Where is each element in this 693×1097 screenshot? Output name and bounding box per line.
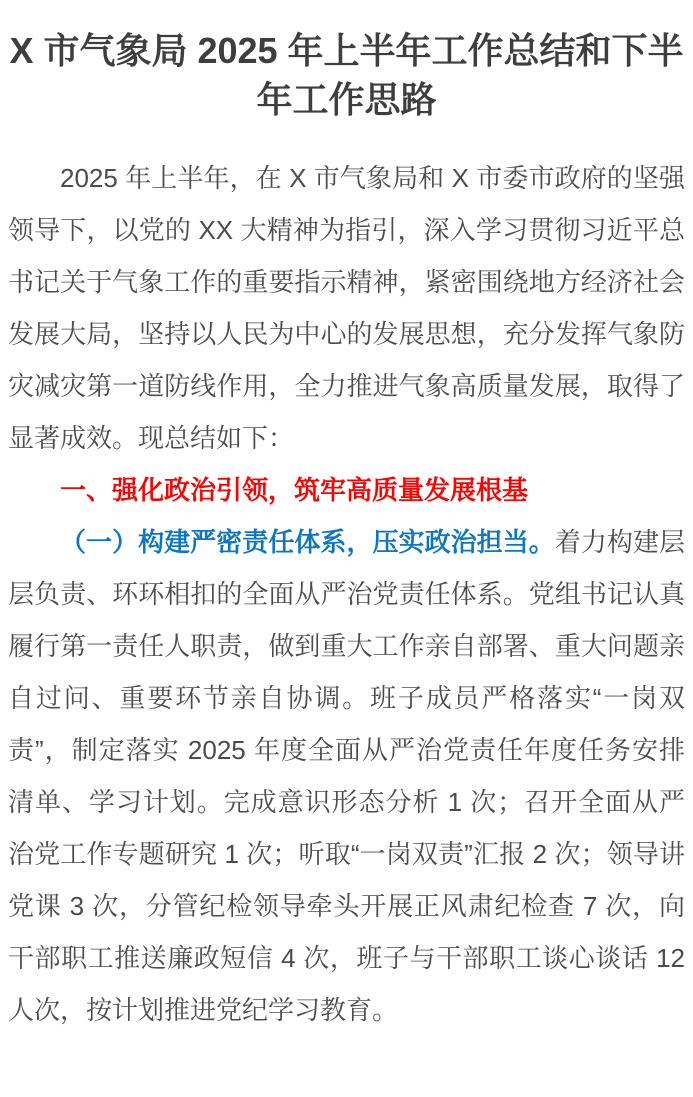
- subsection-body-text: 着力构建层层负责、环环相扣的全面从严治党责任体系。党组书记认真履行第一责任人职责，做到重大工作亲自部署、重大问题亲自过问、重要环节亲自协调。班子成员严格落实“一岗双责”，制定落实 2025 年度全面从严治党责任年度任务安排清单、学习计划。完成意识形态分析 1 次；召开全面从严治党工作专题研究 1 次；听取“一岗双责”汇报 2 次；领导讲党课 3 次，分管纪检领导牵头开展正风肃纪检查 7 次，向干部职工推送廉政短信 4 次，班子与干部职工谈心谈话 12 人次，按计划推进党纪学习教育。: [8, 527, 685, 1025]
- section-heading: 一、强化政治引领，筑牢高质量发展根基: [60, 475, 529, 505]
- intro-paragraph: 2025 年上半年，在 X 市气象局和 X 市委市政府的坚强领导下，以党的 XX 大精神为指引，深入学习贯彻习近平总书记关于气象工作的重要指示精神，紧密围绕地方经济社会发展大局，坚持以人民为中心的发展思想，充分发挥气象防灾减灾第一道防线作用，全力推进气象高质量发展，取得了显著成效。现总结如下：: [8, 163, 685, 453]
- document-title: X 市气象局 2025 年上半年工作总结和下半年工作思路: [9, 30, 684, 120]
- subsection-paragraph: [8, 516, 685, 1036]
- subsection-lead-text: （一）构建严密责任体系，压实政治担当。: [60, 527, 555, 557]
